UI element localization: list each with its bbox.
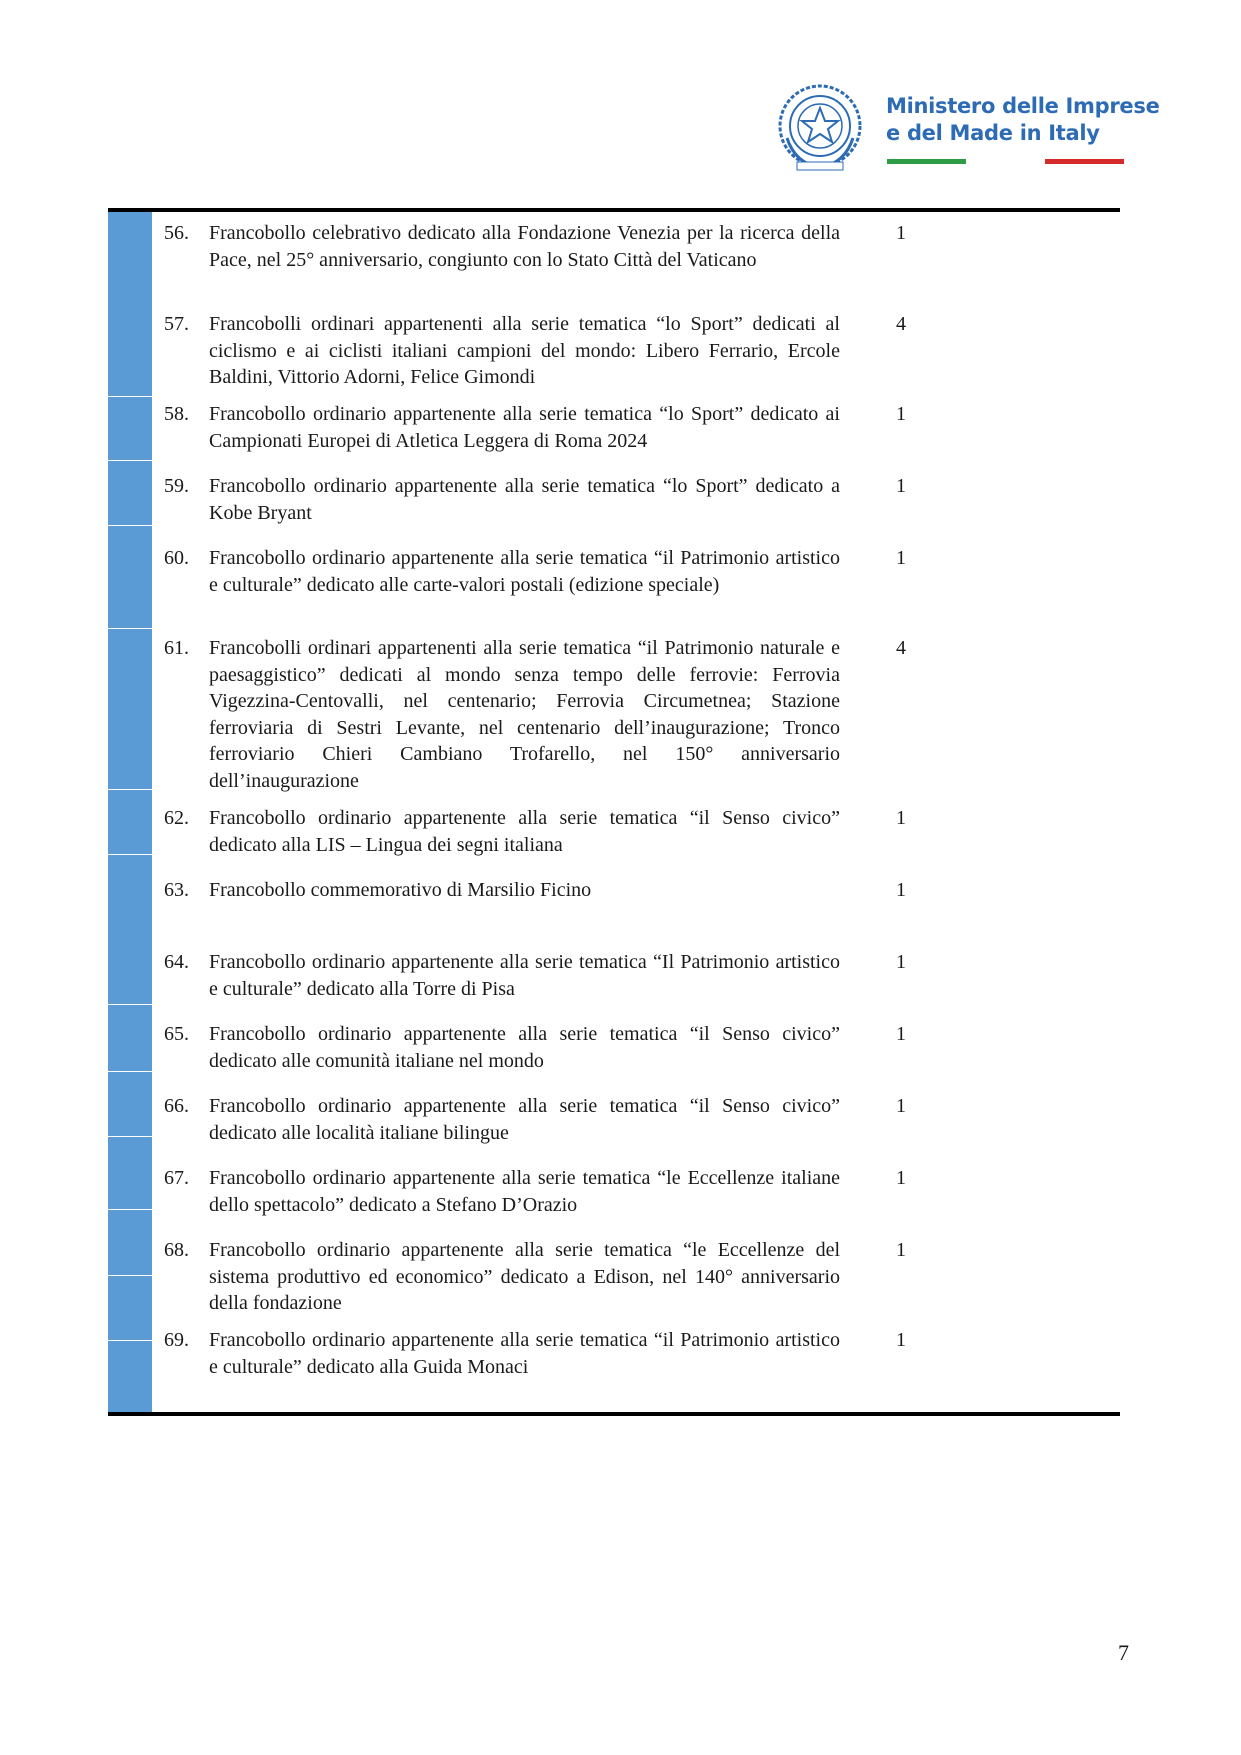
row-number: 68. <box>164 1239 189 1261</box>
ministry-name-line2: e del Made in Italy <box>886 121 1100 145</box>
row-quantity: 4 <box>896 637 906 659</box>
ministry-name <box>886 93 1160 147</box>
bar-separator <box>108 460 152 461</box>
bar-separator <box>108 628 152 629</box>
republic-emblem-logo <box>775 78 865 178</box>
row-description: Francobollo ordinario appartenente alla serie tematica “il Senso civico” dedicato alle comunità italiane nel mondo <box>209 1023 840 1072</box>
row-description: Francobollo celebrativo dedicato alla Fondazione Venezia per la ricerca della Pace, nel 25° anniversario, congiunto con lo Stato Città del Vaticano <box>209 222 840 271</box>
row-description: Francobolli ordinari appartenenti alla serie tematica “lo Sport” dedicati al ciclismo e ai ciclisti italiani campioni del mondo: Libero Ferrario, Ercole Baldini, Vittorio Adorni, Felice Gimondi <box>209 313 840 389</box>
bar-separator <box>108 1071 152 1072</box>
row-quantity: 4 <box>896 313 906 335</box>
row-description: Francobolli ordinari appartenenti alla serie tematica “il Patrimonio naturale e paesaggistico” dedicati al mondo senza tempo delle ferrovie: Ferrovia Vigezzina-Centovalli, nel centenario; Ferrovia Circumetnea; Stazione ferroviaria di Sestri Levante, nel centenario dell’inaugurazione; Tronco ferroviario Chieri Cambiano Trofarello, nel 150° anniversario dell’inaugurazione <box>209 637 840 792</box>
row-description: Francobollo ordinario appartenente alla serie tematica “Il Patrimonio artistico e culturale” dedicato alla Torre di Pisa <box>209 951 840 1000</box>
row-number: 67. <box>164 1167 189 1189</box>
row-quantity: 1 <box>896 1167 906 1189</box>
row-number: 56. <box>164 222 189 244</box>
flag-green-bar <box>887 159 966 164</box>
row-quantity: 1 <box>896 807 906 829</box>
row-quantity: 1 <box>896 475 906 497</box>
bar-separator <box>108 1209 152 1210</box>
row-quantity: 1 <box>896 547 906 569</box>
row-quantity: 1 <box>896 879 906 901</box>
ministry-name-line1: Ministero delle Imprese <box>886 94 1160 118</box>
flag-red-bar <box>1045 159 1124 164</box>
row-number: 65. <box>164 1023 189 1045</box>
stamps-table <box>108 208 1120 1416</box>
row-quantity: 1 <box>896 1329 906 1351</box>
row-number: 59. <box>164 475 189 497</box>
row-number: 63. <box>164 879 189 901</box>
row-quantity: 1 <box>896 1023 906 1045</box>
table-top-rule <box>108 208 1120 212</box>
bar-separator <box>108 525 152 526</box>
row-description: Francobollo ordinario appartenente alla serie tematica “il Patrimonio artistico e culturale” dedicato alle carte-valori postali (edizione speciale) <box>209 547 840 596</box>
row-description: Francobollo commemorativo di Marsilio Ficino <box>209 879 592 901</box>
row-quantity: 1 <box>896 403 906 425</box>
table-side-bar <box>108 212 152 1412</box>
bar-separator <box>108 789 152 790</box>
row-description: Francobollo ordinario appartenente alla serie tematica “lo Sport” dedicato ai Campionati Europei di Atletica Leggera di Roma 2024 <box>209 403 840 452</box>
row-number: 61. <box>164 637 189 659</box>
row-quantity: 1 <box>896 222 906 244</box>
row-description: Francobollo ordinario appartenente alla serie tematica “il Senso civico” dedicato alle località italiane bilingue <box>209 1095 840 1144</box>
row-quantity: 1 <box>896 1095 906 1117</box>
row-number: 69. <box>164 1329 189 1351</box>
row-description: Francobollo ordinario appartenente alla serie tematica “lo Sport” dedicato a Kobe Bryant <box>209 475 840 524</box>
bar-separator <box>108 1004 152 1005</box>
page-number: 7 <box>1118 1640 1129 1665</box>
row-quantity: 1 <box>896 951 906 973</box>
row-description: Francobollo ordinario appartenente alla serie tematica “il Patrimonio artistico e culturale” dedicato alla Guida Monaci <box>209 1329 840 1378</box>
bar-separator <box>108 396 152 397</box>
row-number: 64. <box>164 951 189 973</box>
bar-separator <box>108 1340 152 1341</box>
bar-separator <box>108 854 152 855</box>
row-number: 62. <box>164 807 189 829</box>
row-number: 60. <box>164 547 189 569</box>
row-quantity: 1 <box>896 1239 906 1261</box>
bar-separator <box>108 1136 152 1137</box>
table-bottom-rule <box>108 1412 1120 1416</box>
row-description: Francobollo ordinario appartenente alla serie tematica “il Senso civico” dedicato alla LIS – Lingua dei segni italiana <box>209 807 840 856</box>
row-number: 58. <box>164 403 189 425</box>
row-number: 57. <box>164 313 189 335</box>
row-number: 66. <box>164 1095 189 1117</box>
row-description: Francobollo ordinario appartenente alla serie tematica “le Eccellenze del sistema produttivo ed economico” dedicato a Edison, nel 140° anniversario della fondazione <box>209 1239 840 1315</box>
row-description: Francobollo ordinario appartenente alla serie tematica “le Eccellenze italiane dello spettacolo” dedicato a Stefano D’Orazio <box>209 1167 840 1216</box>
bar-separator <box>108 1275 152 1276</box>
